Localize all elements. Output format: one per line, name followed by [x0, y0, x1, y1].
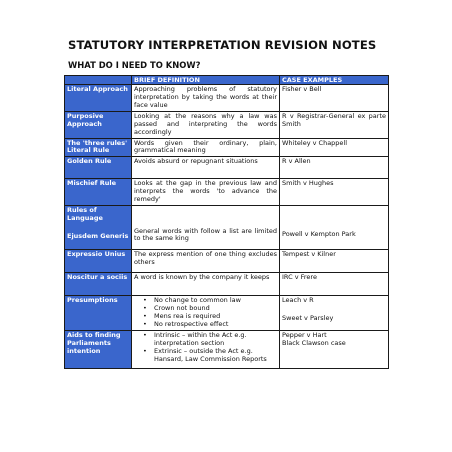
row-cases [280, 331, 389, 369]
row-definition: Looking at the reasons why a law was passed and interpreting the words accordingly [132, 111, 280, 138]
row-label: Noscitur a sociis [65, 273, 132, 296]
case-black-clawson: Black Clawson case [282, 338, 346, 347]
row-label: Mischief Rule [65, 179, 132, 206]
row-definition [132, 296, 280, 331]
row-label: Golden Rule [65, 157, 132, 179]
row-definition [132, 331, 280, 369]
case-sweet: Sweet v Parsley [282, 314, 334, 323]
row-cases: Smith v Hughes [280, 179, 389, 206]
table-row [65, 111, 389, 138]
list-item: • Crown not bound [154, 305, 277, 313]
row-definition: A word is known by the company it keeps [132, 273, 280, 296]
case-leach: Leach v R [282, 296, 314, 305]
row-cases: Tempest v Kilner [280, 250, 389, 273]
row-definition: Looks at the gap in the previous law and interprets the words 'to advance the remedy' [132, 179, 280, 206]
aids-list [134, 332, 277, 364]
table-row [65, 296, 389, 331]
list-item: • No change to common law [154, 297, 277, 305]
row-cases: Fisher v Bell [280, 85, 389, 112]
row-cases: Powell v Kempton Park [280, 206, 389, 250]
rules-of-language-label: Rules of Language [67, 206, 103, 223]
table-row [65, 250, 389, 273]
document-title: STATUTORY INTERPRETATION REVISION NOTES [68, 38, 377, 52]
list-item: • No retrospective effect [154, 321, 277, 329]
header-case-examples: CASE EXAMPLES [280, 76, 389, 85]
row-label: Aids to finding Parliaments intention [65, 331, 132, 369]
row-label: The 'three rules' Literal Rule [65, 138, 132, 157]
row-label [65, 206, 132, 250]
list-item: • Intrinsic – within the Act e.g. interpretation section [154, 332, 277, 348]
header-blank [65, 76, 132, 85]
list-item: • Extrinsic – outside the Act e.g. Hansard, Law Commission Reports [154, 348, 277, 364]
table-row [65, 331, 389, 369]
row-definition: Words given their ordinary, plain, grammatical meaning [132, 138, 280, 157]
row-label: Purposive Approach [65, 111, 132, 138]
row-label: Literal Approach [65, 85, 132, 112]
row-label: Presumptions [65, 296, 132, 331]
row-definition: Avoids absurd or repugnant situations [132, 157, 280, 179]
row-label: Expressio Unius [65, 250, 132, 273]
list-item: • Mens rea is required [154, 313, 277, 321]
table-row [65, 85, 389, 112]
table-row [65, 138, 389, 157]
row-definition: Approaching problems of statutory interpretation by taking the words at their face value [132, 85, 280, 112]
row-cases [280, 296, 389, 331]
row-cases: Whiteley v Chappell [280, 138, 389, 157]
row-definition: The express mention of one thing excludes others [132, 250, 280, 273]
table-header-row [65, 76, 389, 85]
table-row [65, 206, 389, 250]
presumptions-list [134, 297, 277, 329]
revision-table [64, 75, 389, 369]
row-cases: R v Allen [280, 157, 389, 179]
row-cases: R v Registrar-General ex parte Smith [280, 111, 389, 138]
table-row [65, 179, 389, 206]
document-subtitle: WHAT DO I NEED TO KNOW? [68, 60, 201, 70]
case-pepper: Pepper v Hart [282, 331, 327, 340]
row-definition: General words with follow a list are limited to the same king [132, 206, 280, 250]
table-row [65, 273, 389, 296]
header-brief-definition: BRIEF DEFINITION [132, 76, 280, 85]
ejusdem-generis-label: Ejusdem Generis [67, 232, 129, 241]
row-cases: IRC v Frere [280, 273, 389, 296]
table-row [65, 157, 389, 179]
